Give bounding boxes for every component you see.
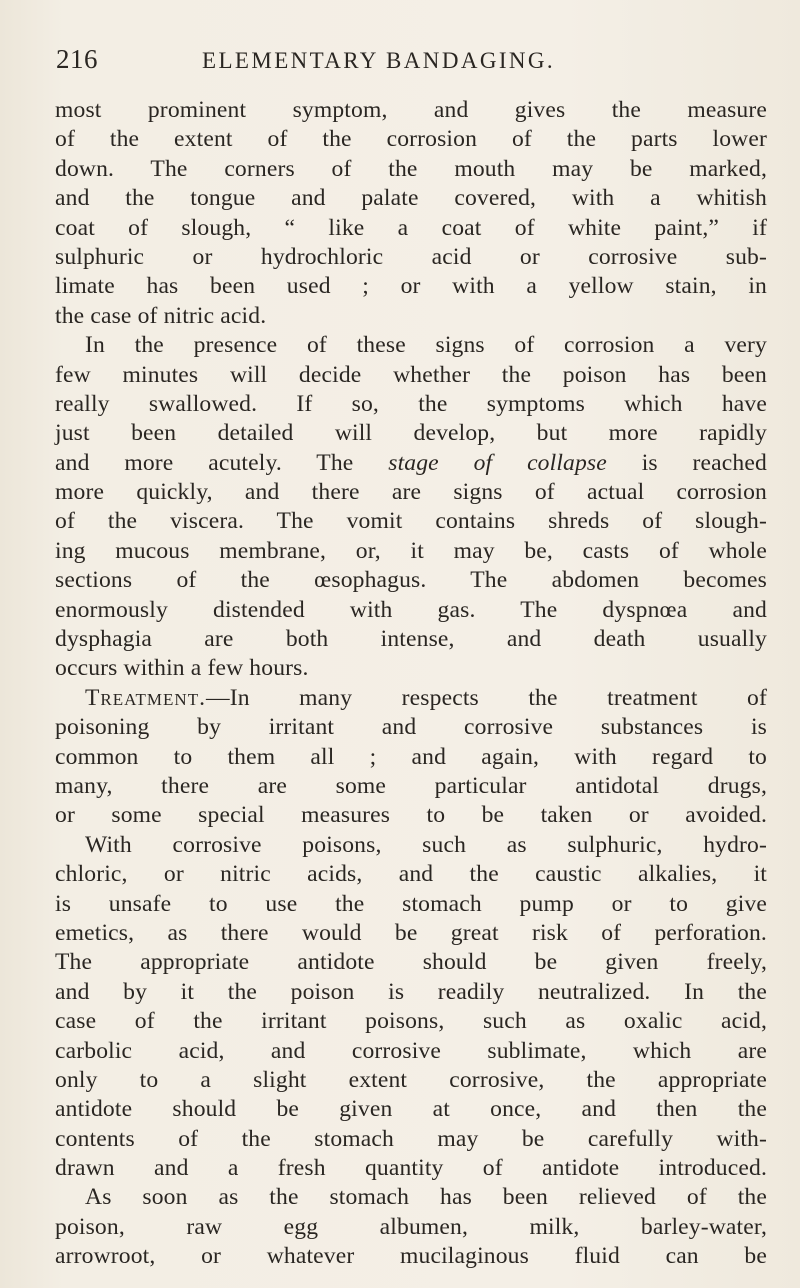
running-head: ELEMENTARY BANDAGING. bbox=[202, 48, 556, 73]
text-line: just been detailed will develop, but more rapidly bbox=[55, 420, 767, 447]
text-line: occurs within a few hours. bbox=[55, 655, 309, 682]
body-text bbox=[55, 96, 767, 1272]
text-line: enormously distended with gas. The dyspnœa and bbox=[55, 596, 767, 623]
text-segment: is reached bbox=[641, 449, 767, 476]
text-line: many, there are some particular antidotal drugs, bbox=[55, 772, 767, 799]
text-line: and by it the poison is readily neutralized. In the bbox=[55, 978, 767, 1005]
text-line: drawn and a fresh quantity of antidote introduced. bbox=[55, 1155, 767, 1182]
text-line: poison, raw egg albumen, milk, barley-water, bbox=[55, 1213, 767, 1240]
text-line: only to a slight extent corrosive, the appropriate bbox=[55, 1066, 767, 1093]
text-line: limate has been used ; or with a yellow stain, in bbox=[55, 273, 767, 300]
text-segment: —In many respects the treatment of bbox=[205, 684, 767, 711]
text-line: the case of nitric acid. bbox=[55, 302, 267, 329]
text-line: contents of the stomach may be carefully with- bbox=[55, 1125, 767, 1152]
text-segment: and more acutely. The bbox=[55, 449, 354, 476]
text-line: poisoning by irritant and corrosive substances is bbox=[55, 714, 767, 741]
text-line: is unsafe to use the stomach pump or to give bbox=[55, 890, 767, 917]
text-line: With corrosive poisons, such as sulphuric, hydro- bbox=[85, 831, 767, 858]
text-line: coat of slough, “ like a coat of white paint,” if bbox=[55, 214, 767, 241]
text-line: most prominent symptom, and gives the measure bbox=[55, 97, 767, 123]
text-line: of the viscera. The vomit contains shreds of slough- bbox=[55, 508, 767, 535]
text-line: chloric, or nitric acids, and the caustic alkalies, it bbox=[55, 861, 767, 888]
text-line: or some special measures to be taken or avoided. bbox=[55, 802, 767, 829]
text-line: In the presence of these signs of corrosion a very bbox=[85, 332, 767, 359]
italic-phrase: stage of collapse bbox=[388, 449, 607, 476]
text-line: antidote should be given at once, and then the bbox=[55, 1096, 767, 1123]
section-heading: Treatment. bbox=[85, 684, 206, 711]
text-line: case of the irritant poisons, such as oxalic acid, bbox=[55, 1008, 767, 1035]
text-line bbox=[55, 684, 767, 713]
text-line: ing mucous membrane, or, it may be, casts of whole bbox=[55, 537, 767, 564]
text-line: sections of the œsophagus. The abdomen becomes bbox=[55, 567, 767, 594]
text-line: arrowroot, or whatever mucilaginous fluid can be bbox=[55, 1243, 767, 1270]
page-header bbox=[56, 44, 760, 88]
page-number: 216 bbox=[56, 44, 98, 74]
text-line bbox=[55, 449, 767, 478]
text-line: down. The corners of the mouth may be marked, bbox=[55, 155, 767, 182]
text-line: more quickly, and there are signs of actual corrosion bbox=[55, 479, 767, 506]
text-line: and the tongue and palate covered, with a whitish bbox=[55, 185, 767, 212]
text-line: really swallowed. If so, the symptoms which have bbox=[55, 390, 767, 417]
text-line: few minutes will decide whether the poison has been bbox=[55, 361, 767, 388]
text-line: carbolic acid, and corrosive sublimate, which are bbox=[55, 1037, 767, 1064]
text-line: emetics, as there would be great risk of perforation. bbox=[55, 919, 767, 946]
text-line: The appropriate antidote should be given freely, bbox=[55, 949, 767, 976]
text-line: common to them all ; and again, with regard to bbox=[55, 743, 767, 770]
text-line: dysphagia are both intense, and death usually bbox=[55, 626, 767, 653]
text-line: As soon as the stomach has been relieved of the bbox=[85, 1184, 767, 1211]
text-line: of the extent of the corrosion of the parts lower bbox=[55, 126, 767, 153]
text-line: sulphuric or hydrochloric acid or corrosive sub- bbox=[55, 243, 767, 270]
